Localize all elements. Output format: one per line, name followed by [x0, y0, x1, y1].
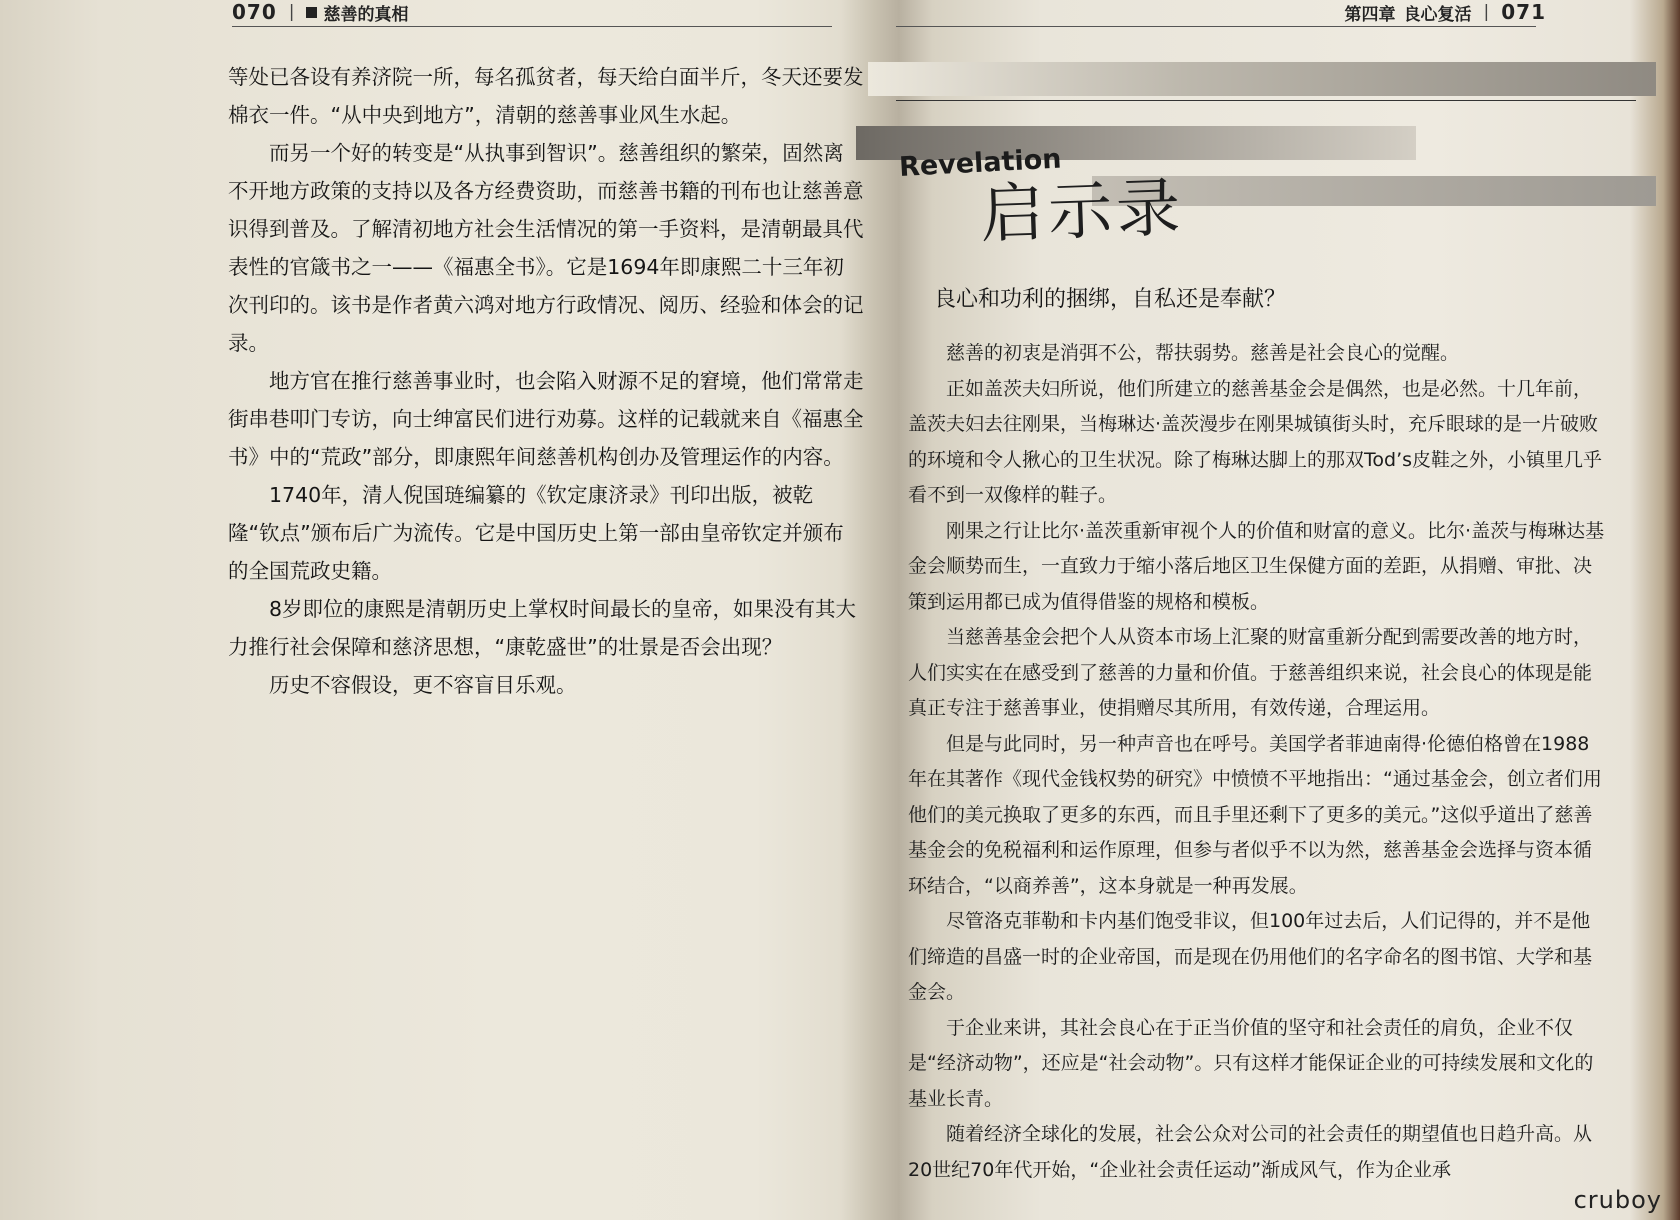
paragraph: 1740年，清人倪国琏编纂的《钦定康济录》刊印出版，被乾隆“钦点”颁布后广为流传。它是中国历史上第一部由皇帝钦定并颁布的全国荒政史籍。 [228, 483, 844, 583]
right-page-number: 071 [1501, 0, 1546, 24]
paragraph: 随着经济全球化的发展，社会公众对公司的社会责任的期望值也日趋升高。从20世纪70年代开始，“企业社会责任运动”渐成风气，作为企业承 [908, 1123, 1593, 1181]
right-header-rule [896, 26, 1536, 27]
paragraph: 于企业来讲，其社会良心在于正当价值的坚守和社会责任的肩负，企业不仅是“经济动物”，还应是“社会动物”。只有这样才能保证企业的可持续发展和文化的基业长青。 [908, 1016, 1594, 1110]
paragraph: 正如盖茨夫妇所说，他们所建立的慈善基金会是偶然，也是必然。十几年前，盖茨夫妇去往刚果，当梅琳达·盖茨漫步在刚果城镇街头时，充斥眼球的是一片破败的环境和令人揪心的卫生状况。除了梅琳达脚上的那双Tod’s皮鞋之外，小镇里几乎看不到一双像样的鞋子。 [908, 377, 1603, 506]
section-subtitle: 良心和功利的捆绑，自私还是奉献？ [934, 287, 1287, 312]
paragraph: 而另一个好的转变是“从执事到智识”。慈善组织的繁荣，固然离不开地方政策的支持以及各方经费资助，而慈善书籍的刊布也让慈善意识得到普及。了解清初地方社会生活情况的第一手资料，是清朝最具代表性的官箴书之一——《福惠全书》。它是1694年即康熙二十三年初次刊印的。该书是作者黄六鸿对地方行政情况、阅历、经验和体会的记录。 [228, 141, 864, 355]
chapter-title: 良心复活 [1403, 4, 1472, 25]
paragraph: 8岁即位的康熙是清朝历史上掌权时间最长的皇帝，如果没有其大力推行社会保障和慈济思想，“康乾盛世”的壮景是否会出现？ [228, 597, 857, 659]
watermark: cruboy [1573, 1186, 1662, 1214]
paragraph: 但是与此同时，另一种声音也在呼号。美国学者菲迪南得·伦德伯格曾在1988年在其著作《现代金钱权势的研究》中愤愤不平地指出：“通过基金会，创立者们用他们的美元换取了更多的东西，而且手里还剩下了更多的美元。”这似乎道出了慈善基金会的免税福利和运作原理，但参与者似乎不以为然，慈善基金会选择与资本循环结合，“以商养善”，这本身就是一种再发展。 [908, 732, 1602, 897]
left-body-text [228, 58, 864, 704]
gray-banner-top [868, 62, 1656, 96]
chapter-label: 第四章 [1344, 4, 1396, 25]
paragraph: 刚果之行让比尔·盖茨重新审视个人的价值和财富的意义。比尔·盖茨与梅琳达基金会顺势而生，一直致力于缩小落后地区卫生保健方面的差距，从捐赠、审批、决策到运用都已成为值得借鉴的规格和模板。 [908, 519, 1605, 613]
square-bullet-icon [306, 7, 317, 18]
paragraph: 慈善的初衷是消弭不公，帮扶弱势。慈善是社会良心的觉醒。 [946, 342, 1460, 364]
left-running-head [232, 0, 860, 24]
left-running-head-title: 慈善的真相 [323, 4, 409, 25]
paragraph: 历史不容假设，更不容盲目乐观。 [269, 673, 577, 697]
right-running-head [1345, 0, 1546, 24]
right-body-text [908, 336, 1608, 1188]
running-head-separator: | [1483, 2, 1490, 22]
left-header-rule [232, 26, 832, 27]
paragraph: 地方官在推行慈善事业时，也会陷入财源不足的窘境，他们常常走街串巷叩门专访，向士绅富民们进行劝募。这样的记载就来自《福惠全书》中的“荒政”部分，即康熙年间慈善机构创办及管理运作的内容。 [228, 369, 864, 469]
left-page-number: 070 [232, 0, 277, 24]
paragraph: 当慈善基金会把个人从资本市场上汇聚的财富重新分配到需要改善的地方时，人们实实在在感受到了慈善的力量和价值。于慈善组织来说，社会良心的体现是能真正专注于慈善事业，使捐赠尽其所用，有效传递，合理运用。 [908, 626, 1593, 719]
section-title: 启示录 [978, 171, 1186, 253]
running-head-separator: | [288, 2, 295, 22]
paragraph: 等处已各设有养济院一所，每名孤贫者，每天给白面半斤，冬天还要发棉衣一件。“从中央到地方”，清朝的慈善事业风生水起。 [228, 65, 864, 127]
paragraph: 尽管洛克菲勒和卡内基们饱受非议，但100年过去后，人们记得的，并不是他们缔造的昌盛一时的企业帝国，而是现在仍用他们的名字命名的图书馆、大学和基金会。 [908, 910, 1593, 1003]
right-page [856, 0, 1656, 1220]
revelation-label: Revelation [898, 143, 1063, 183]
banner-rule [896, 100, 1636, 101]
